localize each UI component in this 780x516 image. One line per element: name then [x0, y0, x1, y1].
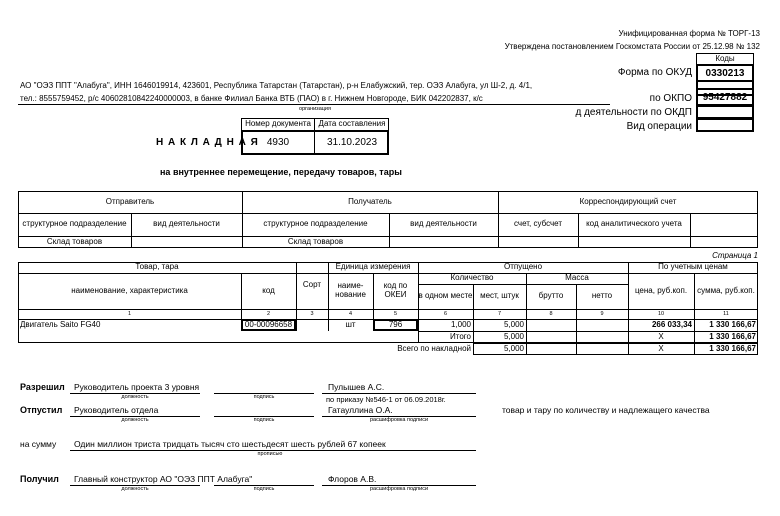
h-unit: Единица измерения	[335, 262, 411, 272]
sum-caption: прописью	[257, 451, 283, 457]
receiver-header: Получатель	[348, 196, 392, 206]
account-code-header: код аналитического учета	[586, 219, 682, 229]
sender-unit-value: Склад товаров	[46, 236, 103, 246]
released-cap-position: должность	[121, 417, 149, 423]
h-in-one: в одном месте	[418, 291, 473, 301]
account-sub-header: счет, субсчет	[514, 219, 562, 229]
col-num-11: 11	[723, 310, 729, 317]
total-places: 5,000	[503, 331, 524, 341]
col-num-8: 8	[549, 310, 553, 317]
allowed-name-line	[322, 393, 476, 394]
col-num-6: 6	[443, 310, 448, 317]
col-num-3: 3	[310, 310, 314, 317]
org-line2: тел.: 8555759452, р/с 40602810842240000003, в банке Филиал Банка ВТБ (ПАО) в г. Нижнем Новгороде, БИК 042202837, к/с	[20, 94, 483, 103]
row-places: 5,000	[503, 319, 524, 329]
h-price: цена, руб.коп.	[634, 285, 688, 295]
doc-title: Н А К Л А Д Н А Я	[156, 137, 259, 148]
okdp-cell	[696, 105, 754, 119]
col-num-2: 2	[266, 310, 271, 317]
allowed-name: Пулышев А.С.	[328, 382, 385, 392]
okpo-label: по ОКПО	[649, 93, 692, 104]
allowed-label: Разрешил	[20, 382, 65, 392]
sender-header: Отправитель	[105, 196, 155, 206]
received-name: Флоров А.В.	[328, 474, 377, 484]
col-num-5: 5	[393, 310, 398, 317]
received-cap-position: должность	[121, 486, 149, 492]
parties-v6	[690, 213, 691, 248]
okud-value: 0330213	[705, 67, 745, 79]
col-num-10: 10	[657, 310, 665, 317]
okud-label: Форма по ОКУД	[617, 67, 692, 78]
h-name: наименование, характеристика	[71, 285, 188, 295]
h-released: Отпущено	[503, 262, 543, 272]
okud-cell	[696, 64, 754, 82]
h-code: код	[262, 285, 275, 295]
page-label: Страница 1	[712, 251, 758, 260]
doc-date-header: Дата составления	[318, 119, 386, 129]
row-name: Двигатель Saito FG40	[20, 319, 101, 329]
grand-v2	[576, 343, 577, 355]
received-position: Главный конструктор АО "ОЭЗ ППТ Алабуга"	[74, 474, 253, 484]
allowed-position: Руководитель проекта 3 уровня	[74, 382, 200, 392]
h-okei: код по ОКЕИ	[383, 281, 408, 299]
okdp-label: д деятельности по ОКДП	[575, 107, 692, 118]
grand-price: X	[658, 343, 664, 353]
org-line1: АО "ОЭЗ ППТ "Алабуга", ИНН 1646019914, 423601, Республика Татарстан (Татарстан), р-н Елабужский, тер. ОЭЗ Алабуга, ул Ш-2, д. 4/1,	[20, 81, 533, 90]
codes-label: Коды	[715, 53, 735, 63]
order-text: по приказу №546-1 от 06.09.2018г.	[326, 395, 446, 404]
received-cap-decoding: расшифровка подписи	[369, 486, 429, 492]
row-net	[576, 319, 628, 331]
okpo-value: 95427882	[702, 91, 748, 103]
row-code: 00-00096658	[244, 319, 293, 329]
released-cap-decoding: расшифровка подписи	[369, 417, 429, 423]
org-underline	[18, 104, 610, 105]
form-name: Унифицированная форма № ТОРГ-13	[618, 29, 760, 38]
allowed-cap-position: должность	[121, 394, 149, 400]
h-goods: Товар, тара	[135, 262, 179, 272]
col-num-4: 4	[348, 310, 353, 317]
h-sum: сумма, руб.коп.	[697, 285, 755, 295]
released-position: Руководитель отдела	[74, 406, 159, 415]
released-cap-signature: подпись	[253, 417, 275, 423]
row-sum: 1 330 166,67	[709, 319, 756, 329]
receiver-unit-value: Склад товаров	[287, 236, 344, 246]
released-label: Отпустил	[20, 405, 63, 415]
row-unit: шт	[345, 319, 356, 329]
col-num-9: 9	[600, 310, 604, 317]
h-places: мест, штук	[480, 291, 519, 301]
h-gross: брутто	[538, 291, 564, 301]
doc-number: 4930	[266, 137, 290, 148]
account-header: Корреспондирующий счет	[579, 196, 677, 206]
goods-text: товар и тару по количеству и надлежащего качества	[502, 405, 710, 415]
received-cap-signature: подпись	[253, 486, 275, 492]
h-prices: По учетным ценам	[658, 262, 728, 272]
org-caption: организация	[299, 106, 331, 112]
row-gross	[526, 319, 576, 331]
grand-v1	[526, 343, 527, 355]
row-okei: 796	[388, 319, 403, 329]
h-quantity: Количество	[450, 273, 494, 283]
allowed-cap-signature: подпись	[253, 394, 275, 400]
total-sum: 1 330 166,67	[709, 331, 756, 341]
h-net: нетто	[591, 291, 613, 301]
grand-places: 5,000	[503, 343, 524, 353]
doc-date: 31.10.2023	[326, 137, 378, 148]
doc-number-header: Номер документа	[245, 119, 311, 129]
grand-sum: 1 330 166,67	[709, 343, 756, 353]
sender-activity-header: вид деятельности	[153, 219, 220, 229]
total-label: Итого	[450, 331, 471, 341]
receiver-activity-header: вид деятельности	[410, 219, 477, 229]
operation-label: Вид операции	[626, 121, 692, 132]
approved-text: Утверждена постановлением Госкомстата России от 25.12.98 № 132	[504, 42, 760, 51]
h-sort: Сорт	[302, 280, 322, 290]
received-label: Получил	[20, 474, 59, 484]
doc-subtitle: на внутреннее перемещение, передачу товаров, тары	[160, 167, 402, 177]
total-price: X	[658, 331, 664, 341]
row-sort	[296, 319, 328, 331]
sum-label: на сумму	[20, 439, 57, 449]
grand-label: Всего по накладной	[397, 343, 471, 353]
operation-cell	[696, 118, 754, 132]
col-num-7: 7	[497, 310, 502, 317]
col-num-1: 1	[127, 310, 132, 317]
released-name: Гатауллина О.А.	[328, 405, 393, 415]
row-price: 266 033,34	[651, 319, 692, 329]
h-mass: Масса	[565, 273, 589, 283]
sender-unit-header: структурное подразделение	[22, 219, 127, 229]
receiver-unit-header: структурное подразделение	[263, 219, 368, 229]
sum-words: Один миллион триста тридцать тысяч сто шестьдесят шесть рублей 67 копеек	[74, 439, 386, 449]
okpo-cell	[696, 88, 754, 106]
row-in-one: 1,000	[450, 319, 471, 329]
h-unit-name: наиме-нование	[335, 281, 366, 299]
